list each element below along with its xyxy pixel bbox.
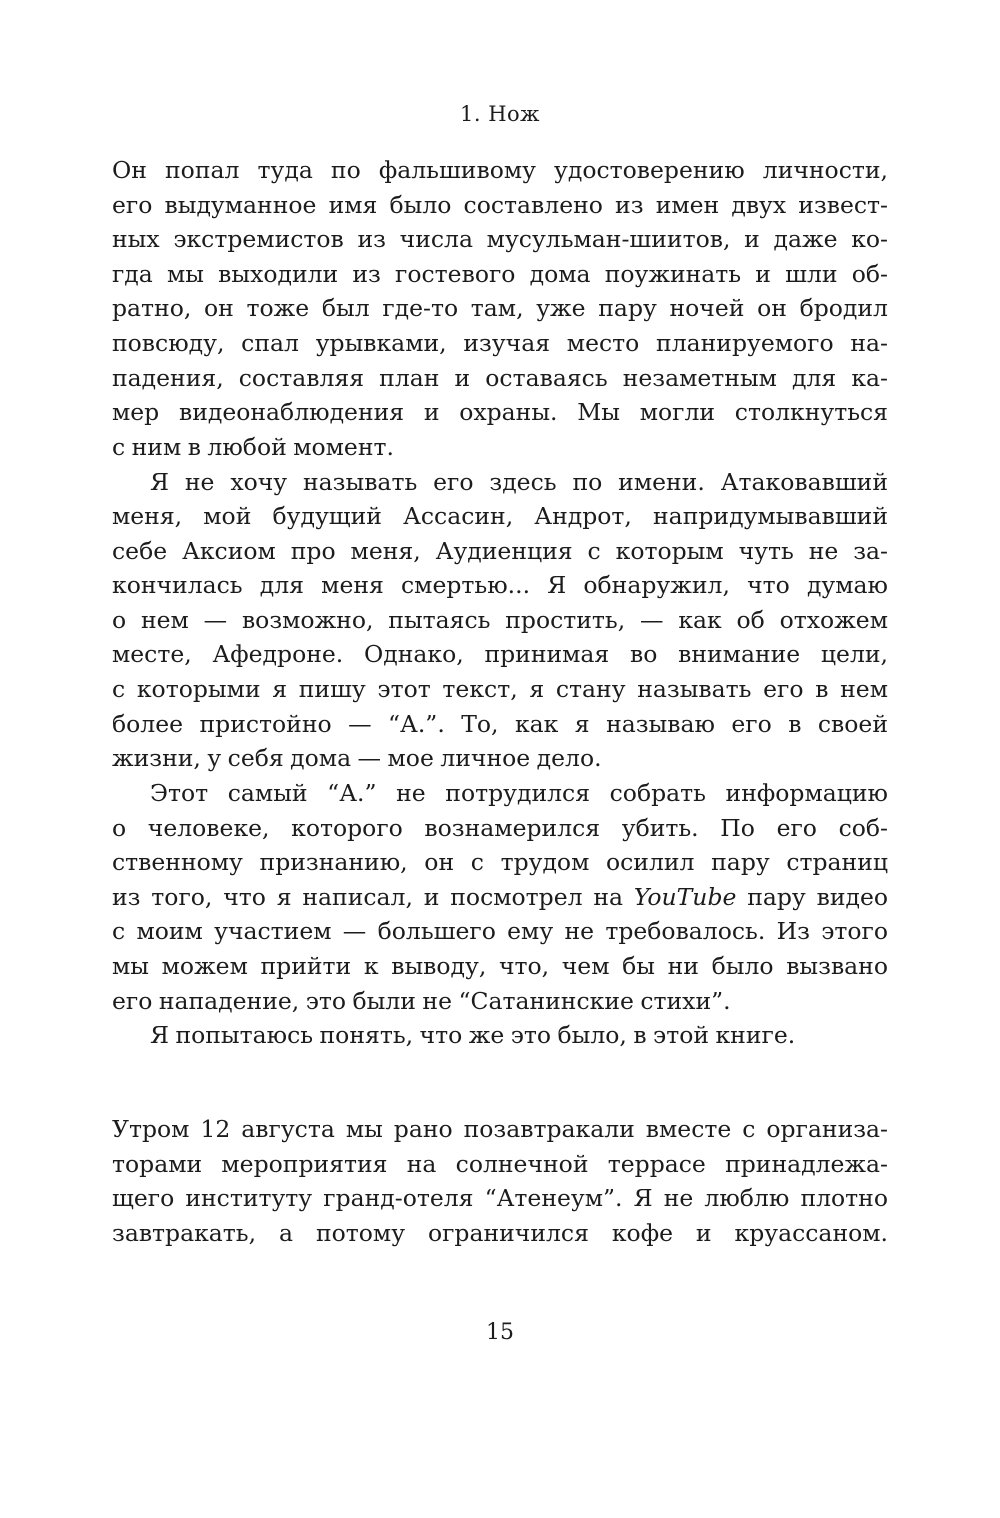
italic-title: YouTube [633, 882, 737, 911]
text-line: Этот самый “А.” не потрудился собрать информацию [150, 779, 888, 807]
text-fragment: из того, что я написал, и посмотрел на [112, 882, 634, 911]
text-line: его нападение, это были не “Сатанинские стихи”. [112, 986, 731, 1015]
text-line: ственному признанию, он с трудом осилил пару страниц [112, 848, 888, 877]
text-line: кончилась для меня смертью... Я обнаружил, что думаю [112, 571, 888, 600]
text-line: его выдуманное имя было составлено из имен двух извест- [112, 190, 888, 219]
text-line: о человеке, которого вознамерился убить. По его соб- [112, 813, 888, 842]
text-line: ных экстремистов из числа мусульман-шиитов, и даже ко- [112, 225, 888, 254]
text-line: с моим участием — большего ему не требовалось. Из этого [112, 917, 888, 946]
text-line: Я не хочу называть его здесь по имени. Атаковавший [150, 467, 888, 496]
text-line: мер видеонаблюдения и охраны. Мы могли столкнуться [112, 398, 888, 427]
text-line: жизни, у себя дома — мое личное дело. [112, 744, 602, 773]
text-line: гда мы выходили из гостевого дома поужинать и шли об- [112, 259, 888, 288]
paragraph-2 [112, 465, 888, 776]
text-line: повсюду, спал урывками, изучая место планируемого на- [112, 328, 888, 357]
text-line: более пристойно — “А.”. То, как я называю его в своей [112, 709, 888, 738]
paragraph-4 [112, 1018, 888, 1053]
text-line: Я попытаюсь понять, что же это было, в этой книге. [150, 1021, 796, 1049]
text-line: щего институту гранд-отеля “Атенеум”. Я не люблю плотно [112, 1184, 888, 1213]
running-head: 1. Нож [460, 102, 540, 126]
paragraph-1 [112, 153, 888, 464]
page-number: 15 [486, 1320, 514, 1345]
text-line: ратно, он тоже был где-то там, уже пару ночей он бродил [112, 294, 888, 323]
text-line: мы можем прийти к выводу, что, чем бы ни было вызвано [112, 951, 888, 980]
text-line: падения, составляя план и оставаясь незаметным для ка- [112, 363, 888, 392]
text-line: с которыми я пишу этот текст, я стану называть его в нем [112, 675, 888, 704]
text-line-with-italic [112, 880, 888, 915]
text-line: о нем — возможно, пытаясь простить, — как об отхожем [112, 605, 888, 634]
paragraph-5 [112, 1112, 888, 1250]
text-line: месте, Афедроне. Однако, принимая во внимание цели, [112, 640, 888, 669]
text-line: Утром 12 августа мы рано позавтракали вместе с организа- [112, 1115, 888, 1143]
text-line: с ним в любой момент. [112, 432, 394, 461]
text-line: Он попал туда по фальшивому удостоверению личности, [112, 156, 888, 184]
text-line: торами мероприятия на солнечной террасе принадлежа- [112, 1149, 888, 1178]
text-line: меня, мой будущий Ассасин, Андрот, напридумывавший [112, 502, 888, 531]
paragraph-3 [112, 776, 888, 1018]
text-line: себе Аксиом про меня, Аудиенция с которым чуть не за- [112, 536, 888, 565]
text-fragment: пару видео [736, 882, 889, 911]
text-line: завтракать, а потому ограничился кофе и круассаном. [112, 1218, 888, 1247]
